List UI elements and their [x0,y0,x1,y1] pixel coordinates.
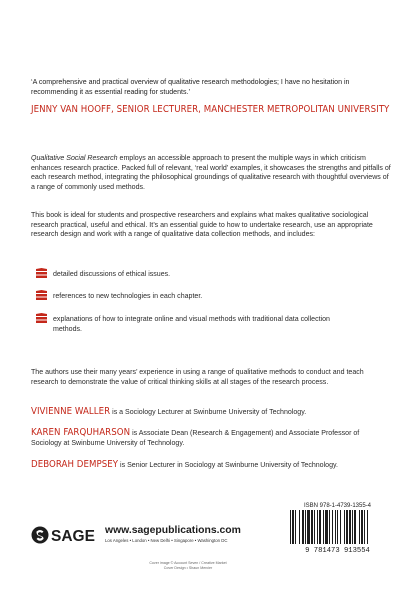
barcode-bar [302,510,304,544]
barcode-digits: 9 781473 913554 [305,547,370,554]
barcode-bar [311,510,313,544]
author-bio [31,460,391,471]
barcode-bar [332,510,333,544]
author-name: DEBORAH DEMPSEY [31,459,119,470]
barcode-bar [307,510,310,544]
barcode-bar [337,510,338,544]
cover-credits [143,561,233,572]
bullet-text: references to new technologies in each chapter. [53,293,203,300]
barcode-bar [290,510,291,544]
barcode-bar [364,510,365,544]
author-bio-text: is Associate Dean (Research & Engagement) and Associate Professor of Sociology at Swinburne University of Technology. [31,430,360,447]
author-name: VIVIENNE WALLER [31,406,111,417]
author-bio [31,407,391,418]
author-bio-text: is Senior Lecturer in Sociology at Swinburne University of Technology. [118,462,338,469]
barcode-bar [305,510,306,544]
barcode-bar [349,510,351,544]
book-description [31,154,391,192]
barcode-bar [335,510,336,544]
stacked-books-icon [35,290,48,301]
book-title: Qualitative Social Research [31,155,118,162]
barcode-bar [299,510,300,544]
author-bio-text: is a Sociology Lecturer at Swinburne University of Technology. [110,409,307,416]
bullet-text: detailed discussions of ethical issues. [53,271,171,278]
closing-paragraph: The authors use their many years’ experience in using a range of qualitative methods to conduct and teach research to demonstrate the value of critical thinking skills at all stages of the research process. [31,369,364,386]
description-text: employs an accessible approach to present the multiple ways in which criticism enhances research practice. Packed full of relevant, ‘real world’ examples, it showcases the strengths and pitfalls of each research method, integrating the philosophical groundings of qualitative research with thoughtful overviews of a range of commonly used methods. [31,155,391,191]
barcode-bar [292,510,294,544]
barcode-bar [329,510,330,544]
barcode-bar [367,510,368,544]
isbn-label: ISBN 978-1-4739-1355-4 [303,503,372,509]
barcode-bar [323,510,324,544]
barcode-bar [319,510,321,544]
stacked-books-icon [35,268,48,279]
sage-logo-icon [31,524,103,546]
publisher-website: www.sagepublications.com [105,525,241,536]
barcode-bar [344,510,345,544]
cover-credit-line: Cover Design • Shaun Mercier [163,566,213,571]
barcode-bar [340,510,341,544]
author-name: KAREN FARQUHARSON [31,427,131,438]
author-bio [31,428,391,448]
stacked-books-icon [35,313,48,324]
barcode-bar [346,510,348,544]
endorsement-attribution: JENNY VAN HOOFF, SENIOR LECTURER, MANCHESTER METROPOLITAN UNIVERSITY [31,104,390,115]
intro-paragraph: This book is ideal for students and prospective researchers and explains what makes qualitative sociological research practical, useful and ethical. It’s an essential guide to how to undertake research, use an appropriate research design and work with a range of qualitative data collection methods, and includes: [31,212,373,239]
barcode-bar [314,510,315,544]
publisher-cities: Los Angeles • London • New Delhi • Singapore • Washington DC [105,538,228,543]
barcode-bar [359,510,360,544]
barcode-bar [325,510,328,544]
barcode-bar [352,510,353,544]
barcode-bar [295,510,296,544]
barcode-bar [361,510,363,544]
bullet-text: explanations of how to integrate online and visual methods with traditional data collection methods. [53,316,330,333]
isbn-barcode [281,499,394,554]
barcode-bar [354,510,356,544]
barcode-bar [317,510,318,544]
cover-credit-line: Cover image © Account Seven / Creative Market [149,561,227,565]
endorsement-quote: ‘A comprehensive and practical overview of qualitative research methodologies; I have no hesitation in recommending it as essential reading for students.’ [31,79,350,96]
logo-text: SAGE [51,528,95,545]
